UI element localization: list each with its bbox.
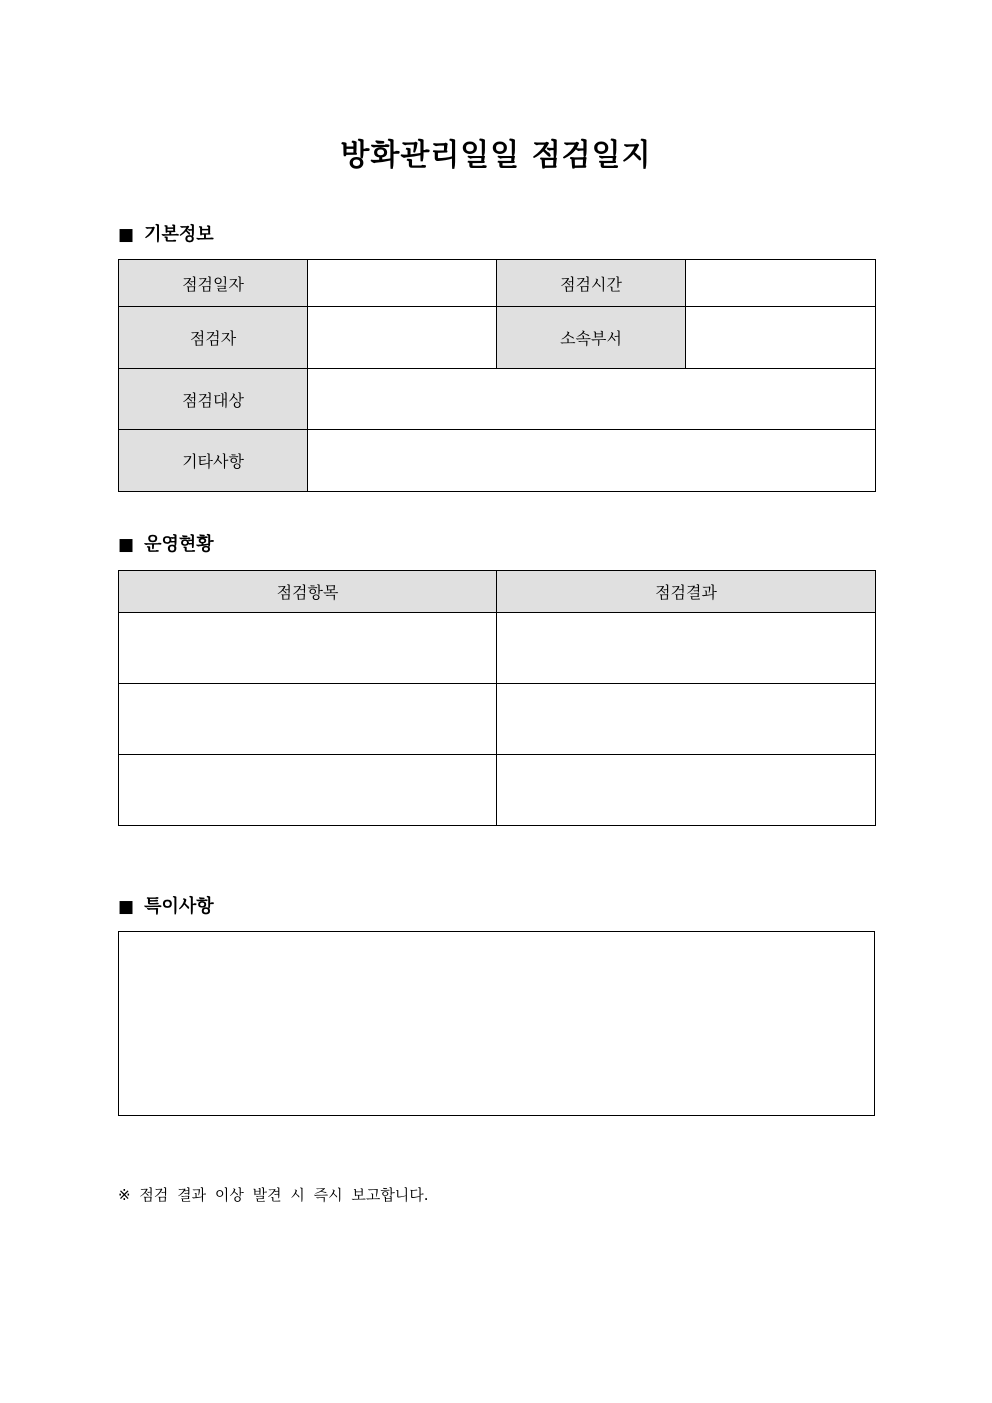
- department-label: 소속부서: [497, 307, 686, 369]
- other-label: 기타사항: [119, 430, 308, 492]
- footnote: ※ 점검 결과 이상 발견 시 즉시 보고합니다.: [118, 1186, 429, 1204]
- remarks-heading-label: 특이사항: [144, 896, 214, 917]
- basic-info-table: [118, 259, 876, 492]
- square-bullet-icon: ■: [118, 535, 135, 555]
- other-value-cell[interactable]: [308, 430, 876, 492]
- time-value-cell[interactable]: [686, 260, 876, 307]
- time-label: 점검시간: [497, 260, 686, 307]
- item-cell[interactable]: [119, 684, 497, 755]
- date-label: 점검일자: [119, 260, 308, 307]
- operation-table: [118, 570, 876, 826]
- basic-info-heading-label: 기본정보: [144, 224, 214, 245]
- date-value-cell[interactable]: [308, 260, 497, 307]
- operation-heading: [118, 533, 214, 557]
- result-cell[interactable]: [497, 684, 876, 755]
- remarks-heading: [118, 895, 214, 919]
- table-row: [119, 684, 876, 755]
- inspector-label: 점검자: [119, 307, 308, 369]
- document-title: 방화관리일일 점검일지: [340, 138, 652, 173]
- column-header-item: 점검항목: [119, 571, 497, 613]
- target-value-cell[interactable]: [308, 369, 876, 430]
- inspector-value-cell[interactable]: [308, 307, 497, 369]
- remarks-box[interactable]: [118, 931, 875, 1116]
- table-row: [119, 613, 876, 684]
- item-cell[interactable]: [119, 755, 497, 826]
- result-cell[interactable]: [497, 755, 876, 826]
- column-header-result: 점검결과: [497, 571, 876, 613]
- square-bullet-icon: ■: [118, 225, 135, 245]
- result-cell[interactable]: [497, 613, 876, 684]
- item-cell[interactable]: [119, 613, 497, 684]
- target-label: 점검대상: [119, 369, 308, 430]
- department-value-cell[interactable]: [686, 307, 876, 369]
- square-bullet-icon: ■: [118, 897, 135, 917]
- operation-heading-label: 운영현황: [144, 534, 214, 555]
- table-row: [119, 755, 876, 826]
- basic-info-heading: [118, 223, 214, 247]
